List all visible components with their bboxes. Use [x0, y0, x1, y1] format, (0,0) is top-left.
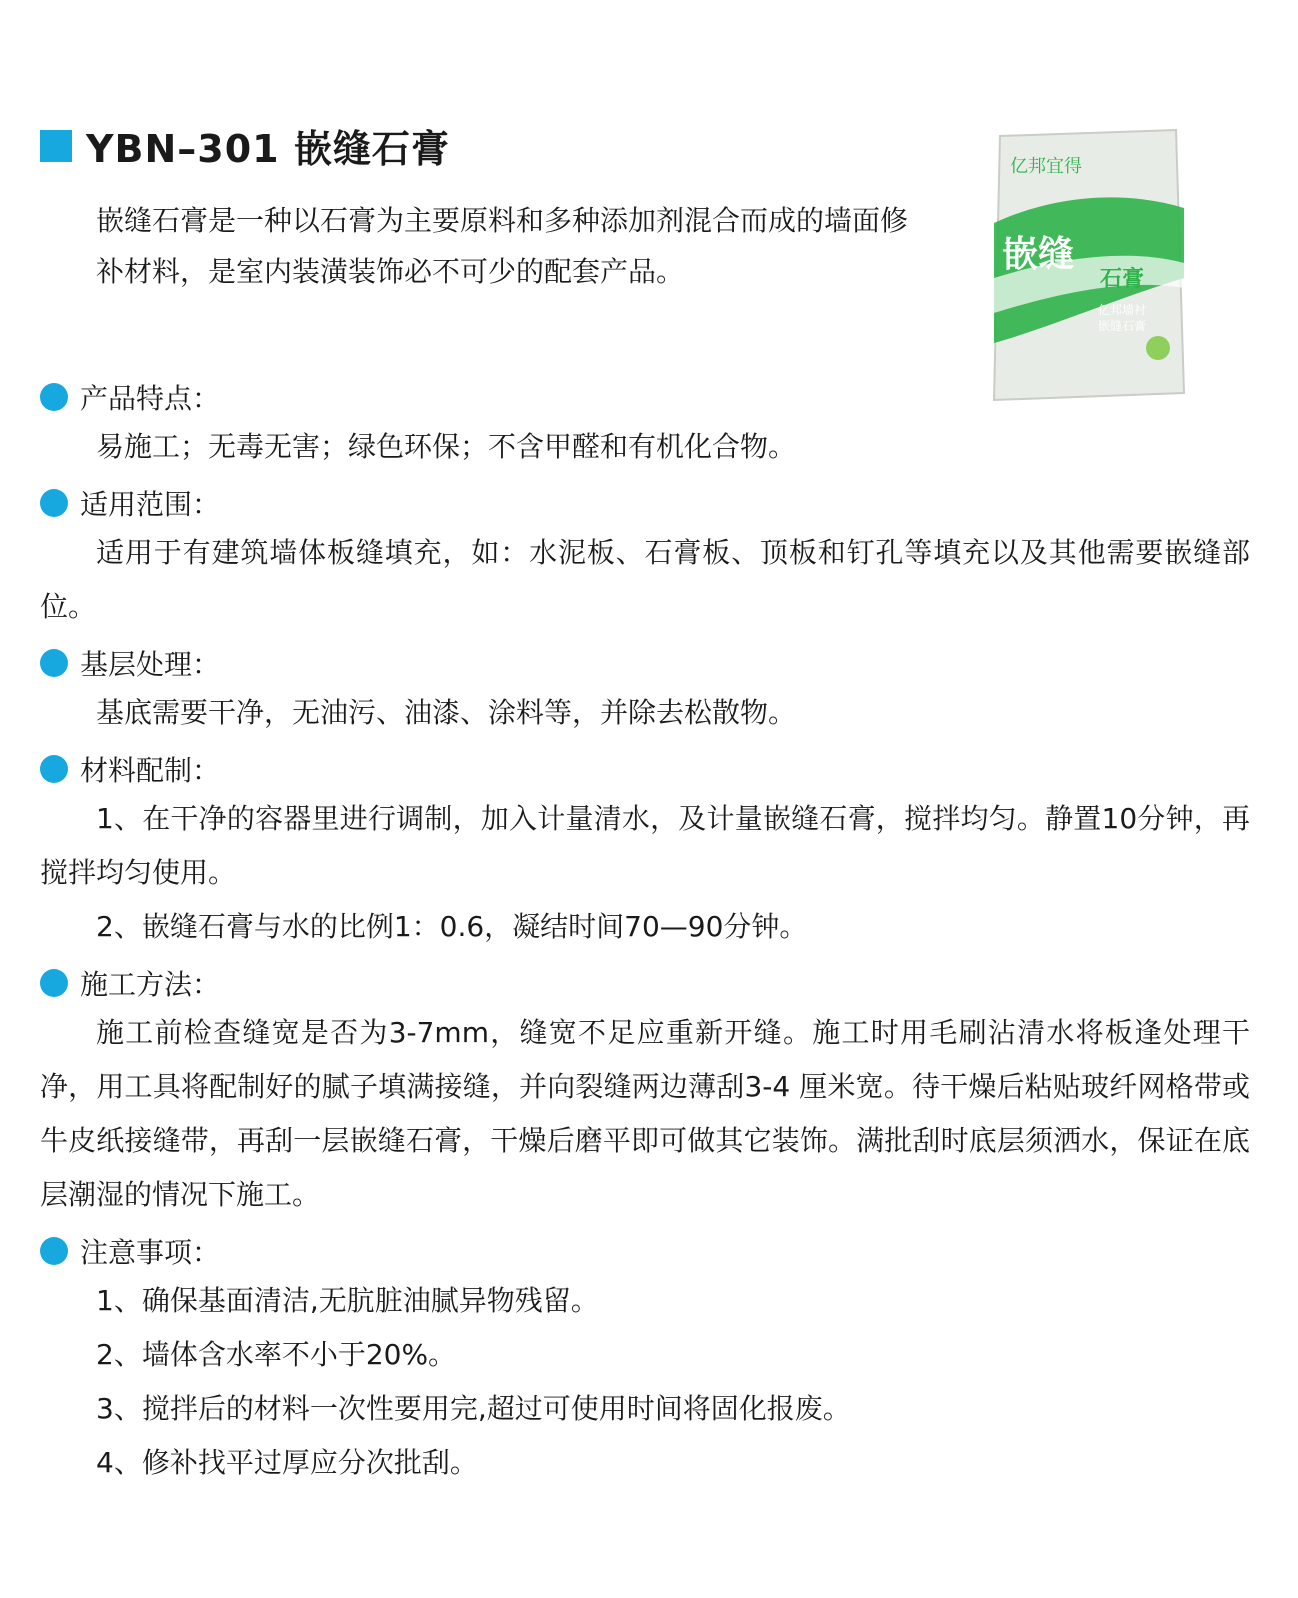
bullet-dot-icon [40, 969, 68, 997]
section-heading-label: 基层处理： [80, 648, 221, 681]
section-paragraph: 基底需要干净，无油污、油漆、涂料等，并除去松散物。 [96, 696, 797, 729]
section-paragraph: 施工前检查缝宽是否为3-7mm，缝宽不足应重新开缝。施工时用毛刷沾清水将板逢处理干净，用工具将配制好的腻子填满接缝，并向裂缝两边薄刮3-4 厘米宽。待干燥后粘贴玻纤网格带或牛皮纸接缝带，再刮一层嵌缝石膏，干燥后磨平即可做其它装饰。满批刮时底层须洒水，保证在底层潮湿的情况下施工。 [40, 1016, 1250, 1211]
section-heading [40, 960, 1250, 1006]
section-body [40, 420, 1250, 474]
section-heading [40, 746, 1250, 792]
section-heading-label: 材料配制： [80, 754, 221, 787]
section-paragraph: 易施工；无毒无害；绿色环保；不含甲醛和有机化合物。 [96, 430, 797, 463]
bullet-dot-icon [40, 1237, 68, 1265]
bag-name-big: 嵌缝 [1002, 234, 1075, 275]
page-title-row [40, 118, 450, 173]
section-heading-label: 适用范围： [80, 488, 221, 521]
section-heading [40, 480, 1250, 526]
intro-text: 嵌缝石膏是一种以石膏为主要原料和多种添加剂混合而成的墙面修补材料，是室内装潢装饰必不可少的配套产品。 [96, 204, 909, 288]
list-item: 4、修补找平过厚应分次批刮。 [96, 1446, 478, 1479]
bag-name-small: 石膏 [1100, 267, 1145, 292]
title-square-icon [40, 130, 72, 162]
bullet-dot-icon [40, 649, 68, 677]
product-bag-image [988, 128, 1188, 403]
section-body [40, 1274, 1250, 1490]
intro-paragraph [40, 195, 920, 297]
section-heading-label: 产品特点： [80, 382, 221, 415]
section-paragraph: 2、嵌缝石膏与水的比例1：0.6，凝结时间70—90分钟。 [96, 910, 808, 943]
section-body [40, 526, 1250, 634]
section-heading [40, 640, 1250, 686]
section-heading-label: 注意事项： [80, 1236, 221, 1269]
list-item: 2、墙体含水率不小于20%。 [96, 1338, 457, 1371]
section-body [40, 1006, 1250, 1222]
bullet-dot-icon [40, 755, 68, 783]
bag-brand: 亿邦宜得 [1010, 156, 1082, 177]
section-heading [40, 1228, 1250, 1274]
bag-sub1: 亿邦墙衬 [1098, 303, 1147, 317]
section-heading-label: 施工方法： [80, 968, 221, 1001]
bag-sub2: 嵌缝石膏 [1098, 319, 1147, 333]
section-paragraph: 适用于有建筑墙体板缝填充，如：水泥板、石膏板、顶板和钉孔等填充以及其他需要嵌缝部位。 [40, 536, 1250, 623]
bullet-dot-icon [40, 489, 68, 517]
page-title: YBN–301 嵌缝石膏 [86, 127, 450, 171]
section-body [40, 686, 1250, 740]
sections [40, 370, 1250, 1496]
list-item: 1、确保基面清洁,无肮脏油腻异物残留。 [96, 1284, 599, 1317]
section-paragraph: 1、在干净的容器里进行调制，加入计量清水，及计量嵌缝石膏，搅拌均匀。静置10分钟，再搅拌均匀使用。 [40, 802, 1250, 889]
section-body [40, 792, 1250, 954]
section-heading [40, 374, 1250, 420]
bullet-dot-icon [40, 383, 68, 411]
list-item: 3、搅拌后的材料一次性要用完,超过可使用时间将固化报废。 [96, 1392, 851, 1425]
